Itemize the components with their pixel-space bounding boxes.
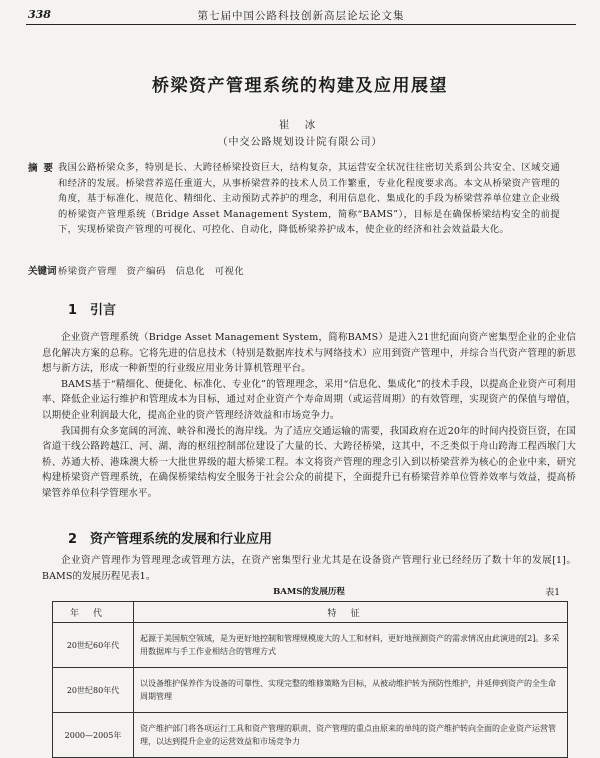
page-header — [26, 6, 576, 25]
table-header-era: 年代 — [53, 602, 134, 623]
section-2-heading — [68, 528, 272, 547]
table-cell-era: 20世纪60年代 — [53, 623, 134, 668]
table-cell-feature: 以设备维护保养作为设备的可靠性、实现完整的维修策略为目标，从被动维护转为预防性维护，并延伸到资产的全生命周期管理 — [134, 668, 568, 713]
paragraph: 企业资产管理系统（Bridge Asset Management System，简称BAMS）是进入21世纪面向资产密集型企业的企业信息化解决方案的总称。它将先进的信息技术（特别是数据库技术与网络技术）应用到资产管理中，并综合当代资产管理的新思想与新方法，形成一种新型的行业级应用业务计算机管理平台。 — [42, 332, 576, 375]
table-cell-era: 20世纪80年代 — [53, 668, 134, 713]
table-number: 表1 — [545, 588, 560, 598]
paragraph: BAMS基于“精细化、便捷化、标准化、专业化”的管理理念，采用“信息化、集成化”的技术手段，以提高企业资产可利用率、降低企业运行维护和管理成本为目标，通过对企业资产个寿命周期（或运营周期）的有效管理，实现资产的保值与增值，以期使企业利润最大化，提高企业的资产管理经济效益和市场竞争力。 — [42, 378, 576, 421]
keywords — [28, 263, 560, 277]
table-cell-era: 2000—2005年 — [53, 713, 134, 758]
page-number: 338 — [28, 8, 51, 21]
table-cell-feature: 起源于美国航空领域，是为更好地控制和管理规模庞大的人工和材料，更好地预测资产的需求情况由此演进的[2]。多采用数据库与手工作业相结合的管理方式 — [134, 623, 568, 668]
section-2-body — [42, 553, 576, 584]
table-row — [53, 668, 568, 713]
affiliation: （中交公路规划设计院有限公司） — [217, 137, 383, 148]
keywords-label: 关键词 — [28, 266, 57, 277]
table-row — [53, 713, 568, 758]
author: 崔 冰 — [278, 119, 322, 131]
table-title: BAMS的发展历程 — [273, 587, 345, 597]
keywords-text: 桥梁资产管理 资产编码 信息化 可视化 — [58, 266, 245, 277]
section-1-number: 1 — [68, 303, 78, 318]
table-header-row — [53, 602, 568, 623]
section-2-number: 2 — [68, 532, 78, 547]
abstract-label: 摘要 — [28, 163, 60, 174]
section-1-body — [42, 330, 576, 502]
bams-history-table — [52, 601, 568, 758]
section-2-title: 资产管理系统的发展和行业应用 — [90, 532, 273, 547]
section-1-heading — [68, 299, 116, 318]
table-cell-feature: 资产维护部门将各项运行工具和资产管理的职责、资产管理的重点由原来的单纯的资产维护转向全面的企业资产运营管理，以达到提升企业的运营效益和市场竞争力 — [134, 713, 568, 758]
paragraph: 企业资产管理作为管理理念或管理方法，在资产密集型行业尤其是在设备资产管理行业已经经历了数十年的发展[1]。BAMS的发展历程见表1。 — [42, 555, 576, 582]
table-caption — [42, 585, 576, 599]
running-head: 第七届中国公路科技创新高层论坛论文集 — [197, 10, 405, 22]
abstract-text: 我国公路桥梁众多，特别是长、大跨径桥梁投资巨大，结构复杂，其运营安全状况往往密切关系到公共安全、区域交通和经济的发展。桥梁营养巡任重道大，从事桥梁营养的技术人员工作繁重，专业化程度要求高。本文从桥梁资产管理的角度，基于标准化、规范化、精细化、主动预防式养护的理念，利用信息化、集成化的手段为桥梁营养单位建立企业级的桥梁资产管理系统（Bridge Asset Management System，简称“BAMS”），目标是在确保桥梁结构安全的前提下，实现桥梁资产管理的可视化、可控化、自动化，降低桥梁养护成本，使企业的经济和社会效益最大化。 — [58, 162, 560, 236]
abstract — [28, 160, 560, 238]
table-header-feature: 特征 — [134, 602, 568, 623]
paper-title: 桥梁资产管理系统的构建及应用展望 — [152, 76, 448, 96]
table-row — [53, 623, 568, 668]
section-1-title: 引言 — [90, 303, 117, 318]
paragraph: 我国拥有众多宽阔的河流、峡谷和漫长的海岸线。为了适应交通运输的需要，我国政府在近20年的时间内投资巨资，在国省道干线公路跨越江、河、湖、海的枢纽控制部位建设了大量的长、大跨径桥梁，这其中，不乏类似于舟山跨海工程西堠门大桥、苏通大桥、港珠澳大桥一大批世界级的超大桥梁工程。本文将资产管理的理念引入到以桥梁营养为核心的企业中来，研究构建桥梁资产管理系统，在确保桥梁结构安全服务于社会公众的前提下，全面提升已有桥梁营养单位管养效率与效益，提高桥梁管养单位科学管理水平。 — [42, 425, 576, 499]
